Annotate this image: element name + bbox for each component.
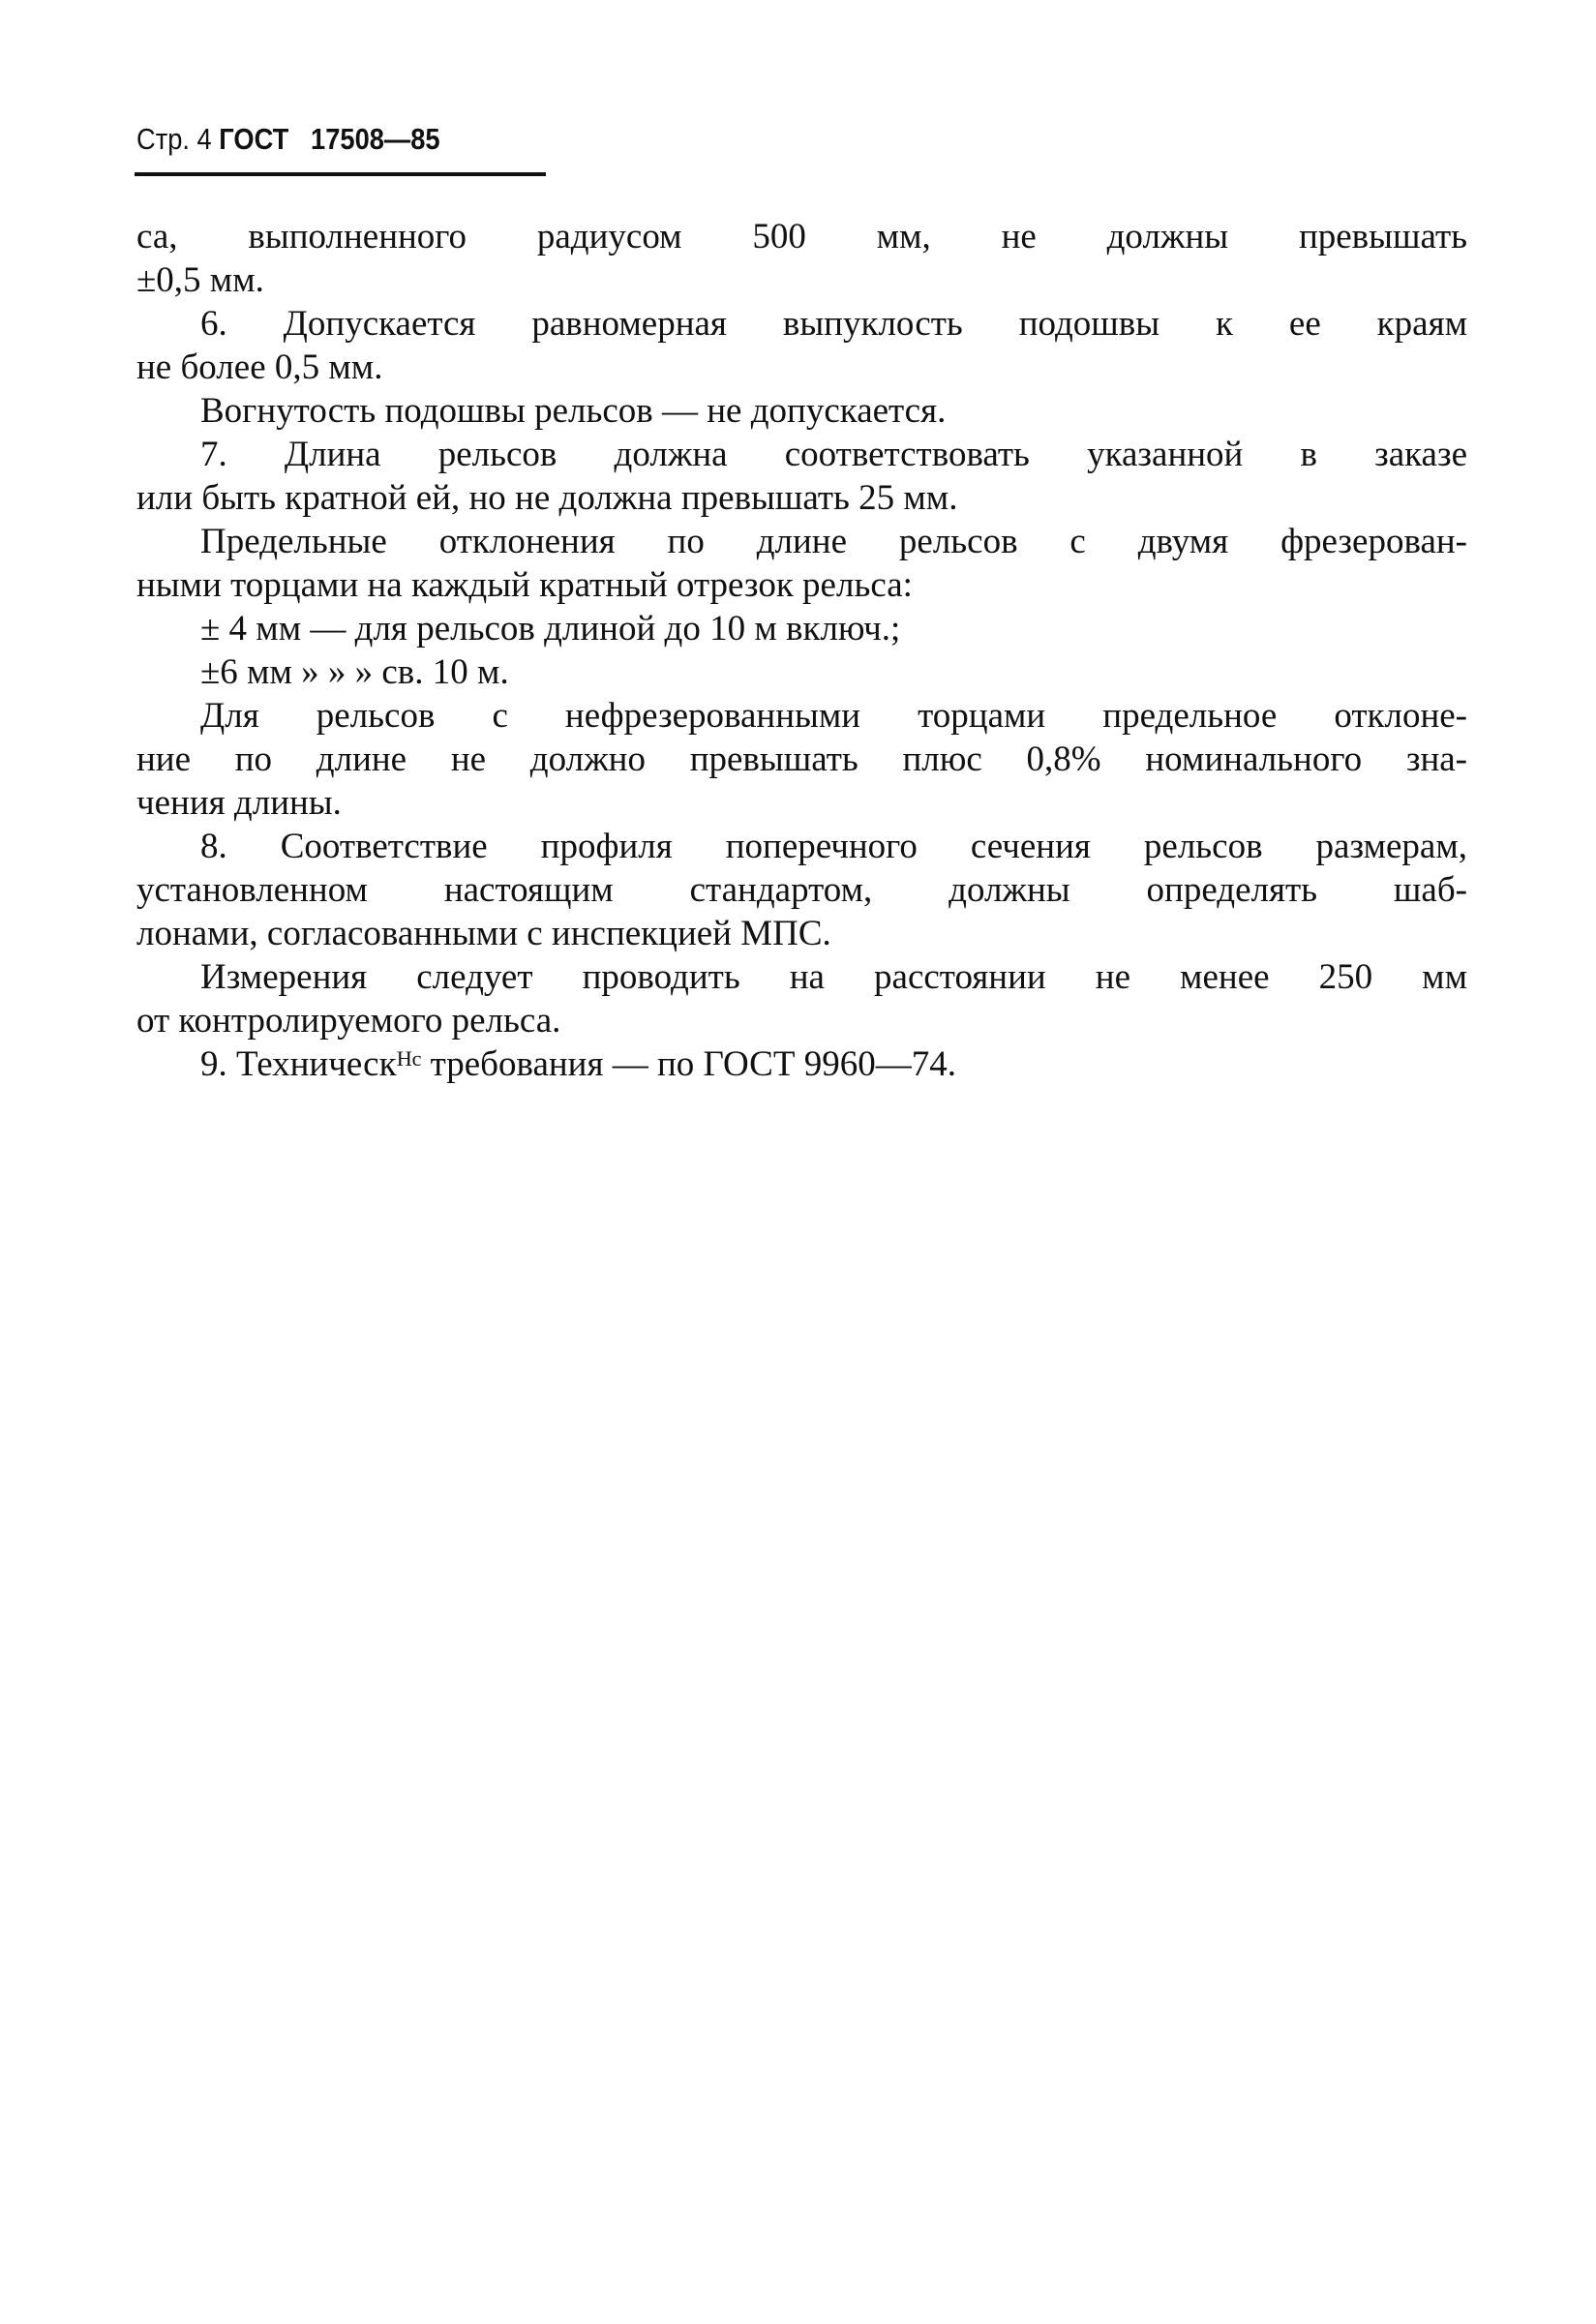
text-line: чения длины.	[136, 783, 342, 823]
text-line: установленном настоящим стандартом, должны определять шаб-	[136, 870, 1467, 910]
text-line: ние по длине не должно превышать плюс 0,8% номинального зна-	[136, 739, 1467, 779]
text-line: Для рельсов с нефрезерованными торцами предельное отклоне-	[200, 696, 1467, 736]
text-line: Предельные отклонения по длине рельсов с двумя фрезерован-	[200, 522, 1467, 561]
text-line: ±6 мм » » » св. 10 м.	[200, 652, 509, 692]
text-line: Измерения следует проводить на расстоянии не менее 250 мм	[200, 957, 1467, 997]
running-header	[136, 122, 440, 157]
text-line: лонами, согласованными с инспекцией МПС.	[136, 914, 831, 953]
text-line: ± 4 мм — для рельсов длиной до 10 м включ.;	[200, 609, 901, 649]
text-line: Вогнутость подошвы рельсов — не допускается.	[200, 391, 947, 431]
text-line: ными торцами на каждый кратный отрезок рельса:	[136, 565, 913, 605]
text-line: 9. Техническᴴᶜ требования — по ГОСТ 9960—74.	[200, 1044, 956, 1084]
header-rule	[135, 172, 546, 176]
text-line: от контролируемого рельса.	[136, 1001, 561, 1041]
page-label: Стр. 4	[136, 122, 212, 156]
text-line: ±0,5 мм.	[136, 260, 264, 300]
text-line: или быть кратной ей, но не должна превышать 25 мм.	[136, 478, 958, 518]
text-line: 6. Допускается равномерная выпуклость подошвы к ее краям	[200, 304, 1467, 344]
text-line: са, выполненного радиусом 500 мм, не должны превышать	[136, 217, 1467, 257]
standard-number: 17508—85	[311, 122, 440, 156]
text-line: 8. Соответствие профиля поперечного сечения рельсов размерам,	[200, 827, 1467, 866]
text-line: 7. Длина рельсов должна соответствовать указанной в заказе	[200, 435, 1467, 474]
text-line: не более 0,5 мм.	[136, 347, 383, 387]
document-body	[136, 215, 1467, 1086]
standard-label: ГОСТ	[219, 122, 289, 156]
